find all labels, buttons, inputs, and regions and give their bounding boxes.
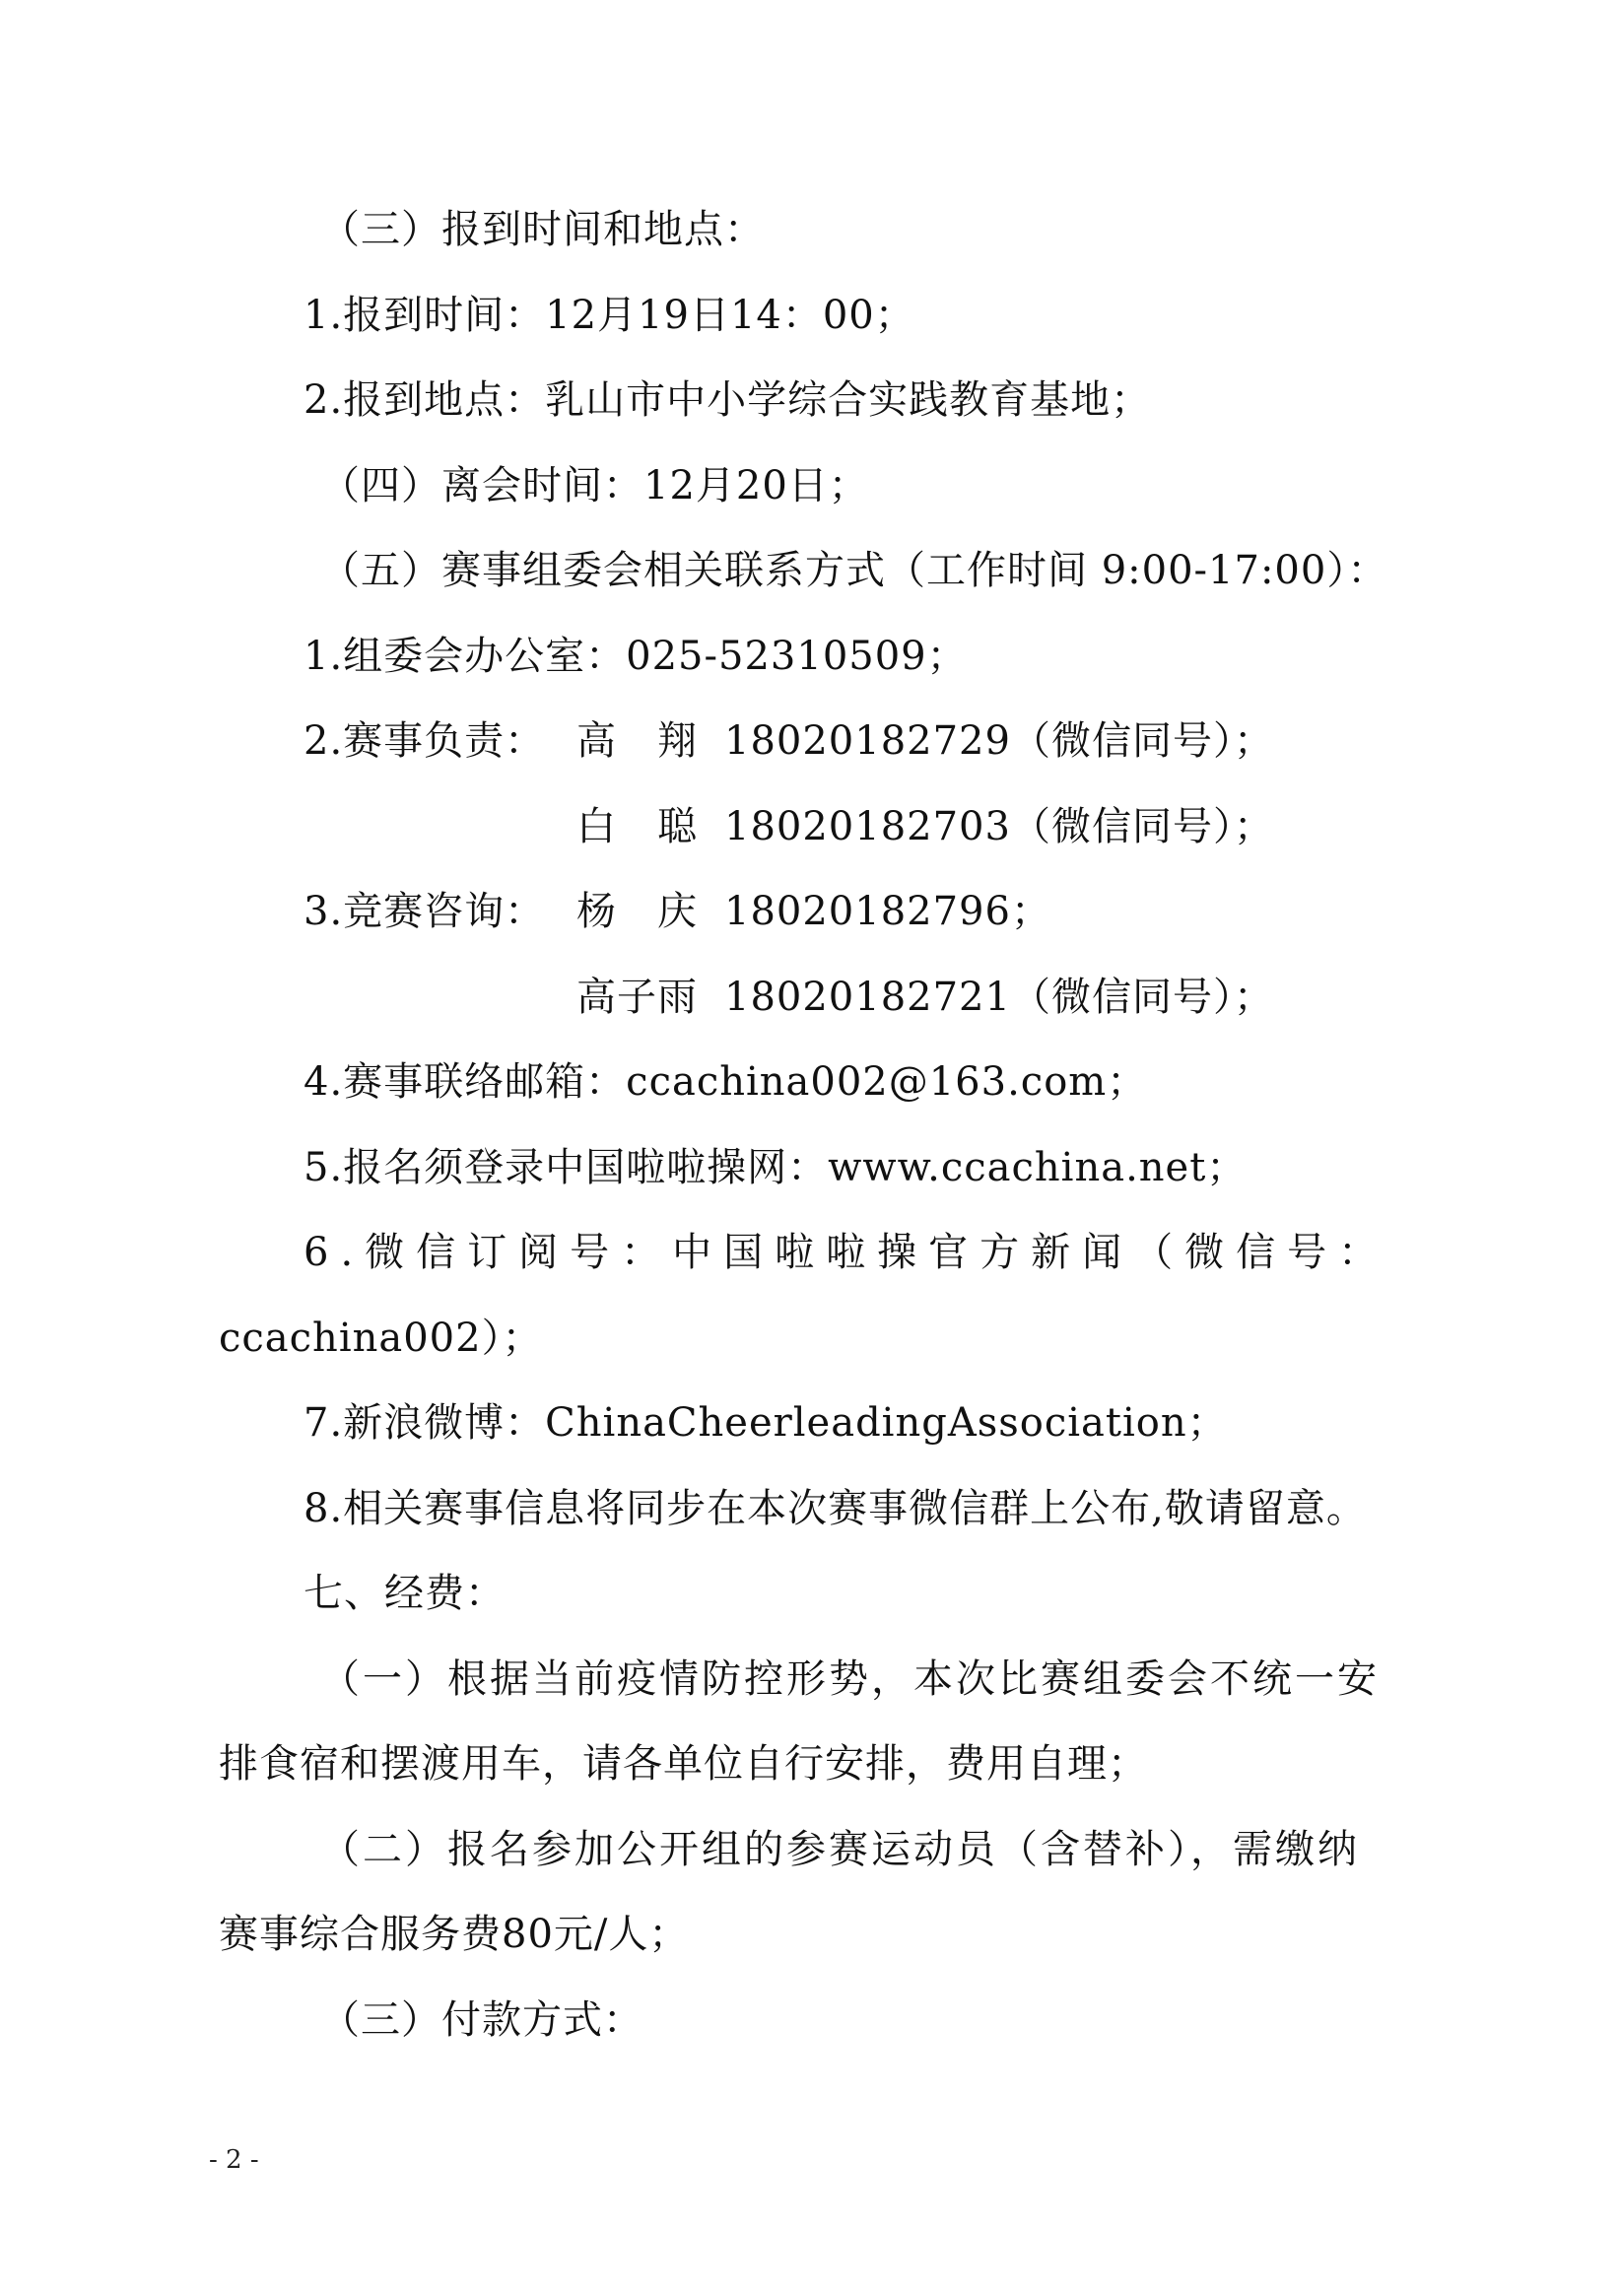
weibo-account: 7.新浪微博：ChinaCheerleadingAssociation；	[304, 1400, 1228, 1446]
wechat-account-id: ccachina002）；	[219, 1316, 543, 1361]
section-5-heading: （五）赛事组委会相关联系方式（工作时间 9:00-17:00）：	[320, 548, 1388, 593]
wechat-group-notice: 8.相关赛事信息将同步在本次赛事微信群上公布,敬请留意。	[304, 1486, 1367, 1531]
fee-item-2-line-2: 赛事综合服务费80元/人；	[219, 1912, 690, 1957]
leader-2-name: 白 聪	[576, 804, 698, 849]
payment-method-heading: （三）付款方式：	[320, 1997, 643, 2043]
consult-1-name: 杨 庆	[576, 889, 698, 934]
consult-label: 3.竞赛咨询：	[304, 889, 546, 934]
checkin-location: 2.报到地点：乳山市中小学综合实践教育基地；	[304, 377, 1152, 423]
fee-item-1-line-1: （一）根据当前疫情防控形势，本次比赛组委会不统一安	[320, 1656, 1380, 1702]
leader-2-phone: 18020182703（微信同号）；	[724, 804, 1274, 849]
section-7-heading: 七、经费：	[304, 1571, 506, 1616]
consult-2-name: 高子雨	[576, 975, 698, 1020]
departure-time: （四）离会时间：12月20日；	[320, 463, 869, 508]
office-phone: 1.组委会办公室：025-52310509；	[304, 634, 968, 679]
leader-1-name: 高 翔	[576, 718, 698, 764]
wechat-account: 6.微信订阅号：中国啦啦操官方新闻（微信号：	[304, 1230, 1390, 1275]
page-number: - 2 -	[209, 2145, 259, 2175]
fee-item-1-line-2: 排食宿和摆渡用车，请各单位自行安排，费用自理；	[219, 1741, 1148, 1787]
section-3-heading: （三）报到时间和地点：	[320, 207, 765, 252]
fee-item-2-line-1: （二）报名参加公开组的参赛运动员（含替补），需缴纳	[320, 1827, 1360, 1872]
registration-site: 5.报名须登录中国啦啦操网：www.ccachina.net；	[304, 1145, 1248, 1190]
checkin-time: 1.报到时间：12月19日14：00；	[304, 293, 915, 338]
leader-1-phone: 18020182729（微信同号）；	[724, 718, 1274, 764]
consult-1-phone: 18020182796；	[724, 889, 1051, 934]
consult-2-phone: 18020182721（微信同号）；	[724, 975, 1274, 1020]
contact-email: 4.赛事联络邮箱：ccachina002@163.com；	[304, 1059, 1148, 1105]
leaders-label: 2.赛事负责：	[304, 718, 546, 764]
